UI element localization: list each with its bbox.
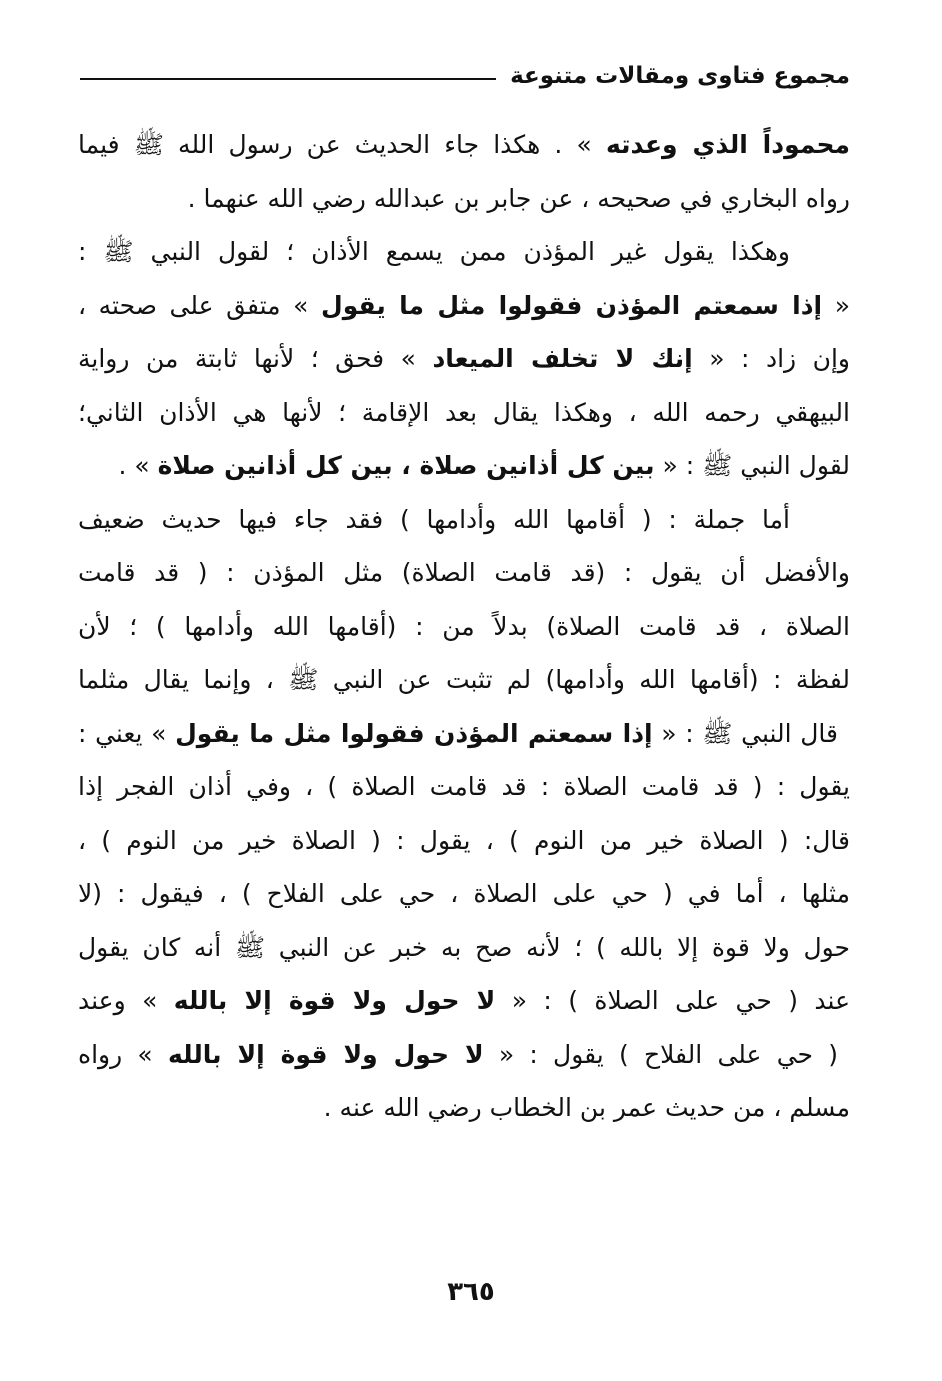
- text-line: [78, 974, 850, 1028]
- body-text-run: » . هكذا جاء الحديث عن رسول الله ﷺ فيما: [78, 130, 606, 159]
- body-text-run: عند ( حي على الصلاة ) : «: [495, 986, 850, 1015]
- body-text-run: رواه البخاري في صحيحه ، عن جابر بن عبدالله رضي الله عنهما .: [187, 183, 850, 213]
- text-line: [78, 493, 850, 547]
- body-text-run: الصلاة ، قد قامت الصلاة) بدلاً من : (أقامها الله وأدامها ) ؛ لأن: [78, 611, 850, 641]
- text-line: [78, 546, 850, 600]
- text-line: [78, 814, 850, 868]
- body-text-run: «: [822, 290, 850, 320]
- body-text-run: » .: [118, 451, 158, 480]
- running-header: [80, 56, 850, 96]
- body-text-run: لفظة : (أقامها الله وأدامها) لم تثبت عن النبي ﷺ ، وإنما يقال مثلما: [78, 665, 850, 694]
- body-text-run: أما جملة : ( أقامها الله وأدامها ) فقد جاء فيها حديث ضعيف: [78, 504, 790, 534]
- body-text: [78, 118, 850, 1135]
- header-rule: [80, 78, 496, 80]
- text-line: [78, 921, 850, 975]
- text-line: [78, 867, 850, 921]
- body-text-run: » يعني :: [78, 718, 176, 748]
- body-text-run: مثلها ، أما في ( حي على الصلاة ، حي على الفلاح ) ، فيقول : (لا: [78, 879, 850, 908]
- body-text-run: حول ولا قوة إلا بالله ) ؛ لأنه صح به خبر عن النبي ﷺ أنه كان يقول: [78, 932, 850, 962]
- text-line: [78, 439, 850, 493]
- text-line: [78, 707, 850, 761]
- text-line: [78, 1081, 850, 1135]
- book-title: مجموع فتاوى ومقالات متنوعة: [510, 63, 850, 89]
- hadith-quote-text: لا حول ولا قوة إلا بالله: [173, 986, 496, 1015]
- body-text-run: ( حي على الفلاح ) يقول : «: [483, 1039, 838, 1069]
- body-text-run: وإن زاد : «: [692, 344, 850, 373]
- body-text-run: والأفضل أن يقول : (قد قامت الصلاة) مثل المؤذن : ( قد قامت: [78, 558, 850, 587]
- text-line: [78, 172, 850, 226]
- text-line: [78, 118, 850, 172]
- body-text-run: البيهقي رحمه الله ، وهكذا يقال بعد الإقامة ؛ لأنها هي الأذان الثاني؛: [78, 397, 850, 427]
- hadith-quote-text: إنك لا تخلف الميعاد: [432, 344, 693, 373]
- text-line: [78, 332, 850, 386]
- text-line: [78, 653, 850, 707]
- text-line: [78, 279, 850, 333]
- text-line: [78, 600, 850, 654]
- body-text-run: » متفق على صحته ،: [78, 290, 322, 320]
- body-text-run: » وعند: [78, 986, 174, 1015]
- hadith-quote-text: محموداً الذي وعدته: [605, 130, 850, 159]
- body-text-run: وهكذا يقول غير المؤذن ممن يسمع الأذان ؛ لقول النبي ﷺ :: [78, 237, 790, 266]
- body-text-run: مسلم ، من حديث عمر بن الخطاب رضي الله عنه .: [323, 1093, 850, 1122]
- hadith-quote-text: لا حول ولا قوة إلا بالله: [167, 1039, 484, 1069]
- text-line: [78, 386, 850, 440]
- body-text-run: قال النبي ﷺ : «: [652, 718, 839, 748]
- body-text-run: » فحق ؛ لأنها ثابتة من رواية: [78, 344, 433, 373]
- body-text-run: » رواه: [78, 1039, 168, 1069]
- text-line: [78, 1028, 850, 1082]
- body-text-run: لقول النبي ﷺ : «: [654, 451, 850, 480]
- hadith-quote-text: بين كل أذانين صلاة ، بين كل أذانين صلاة: [157, 451, 655, 480]
- body-text-run: يقول : ( قد قامت الصلاة : قد قامت الصلاة ) ، وفي أذان الفجر إذا: [78, 772, 850, 801]
- hadith-quote-text: إذا سمعتم المؤذن فقولوا مثل ما يقول: [321, 290, 823, 320]
- hadith-quote-text: إذا سمعتم المؤذن فقولوا مثل ما يقول: [175, 718, 653, 748]
- text-line: [78, 760, 850, 814]
- body-text-run: قال: ( الصلاة خير من النوم ) ، يقول : ( الصلاة خير من النوم ) ،: [78, 825, 850, 855]
- text-line: [78, 225, 850, 279]
- page-number: ٣٦٥: [447, 1277, 495, 1307]
